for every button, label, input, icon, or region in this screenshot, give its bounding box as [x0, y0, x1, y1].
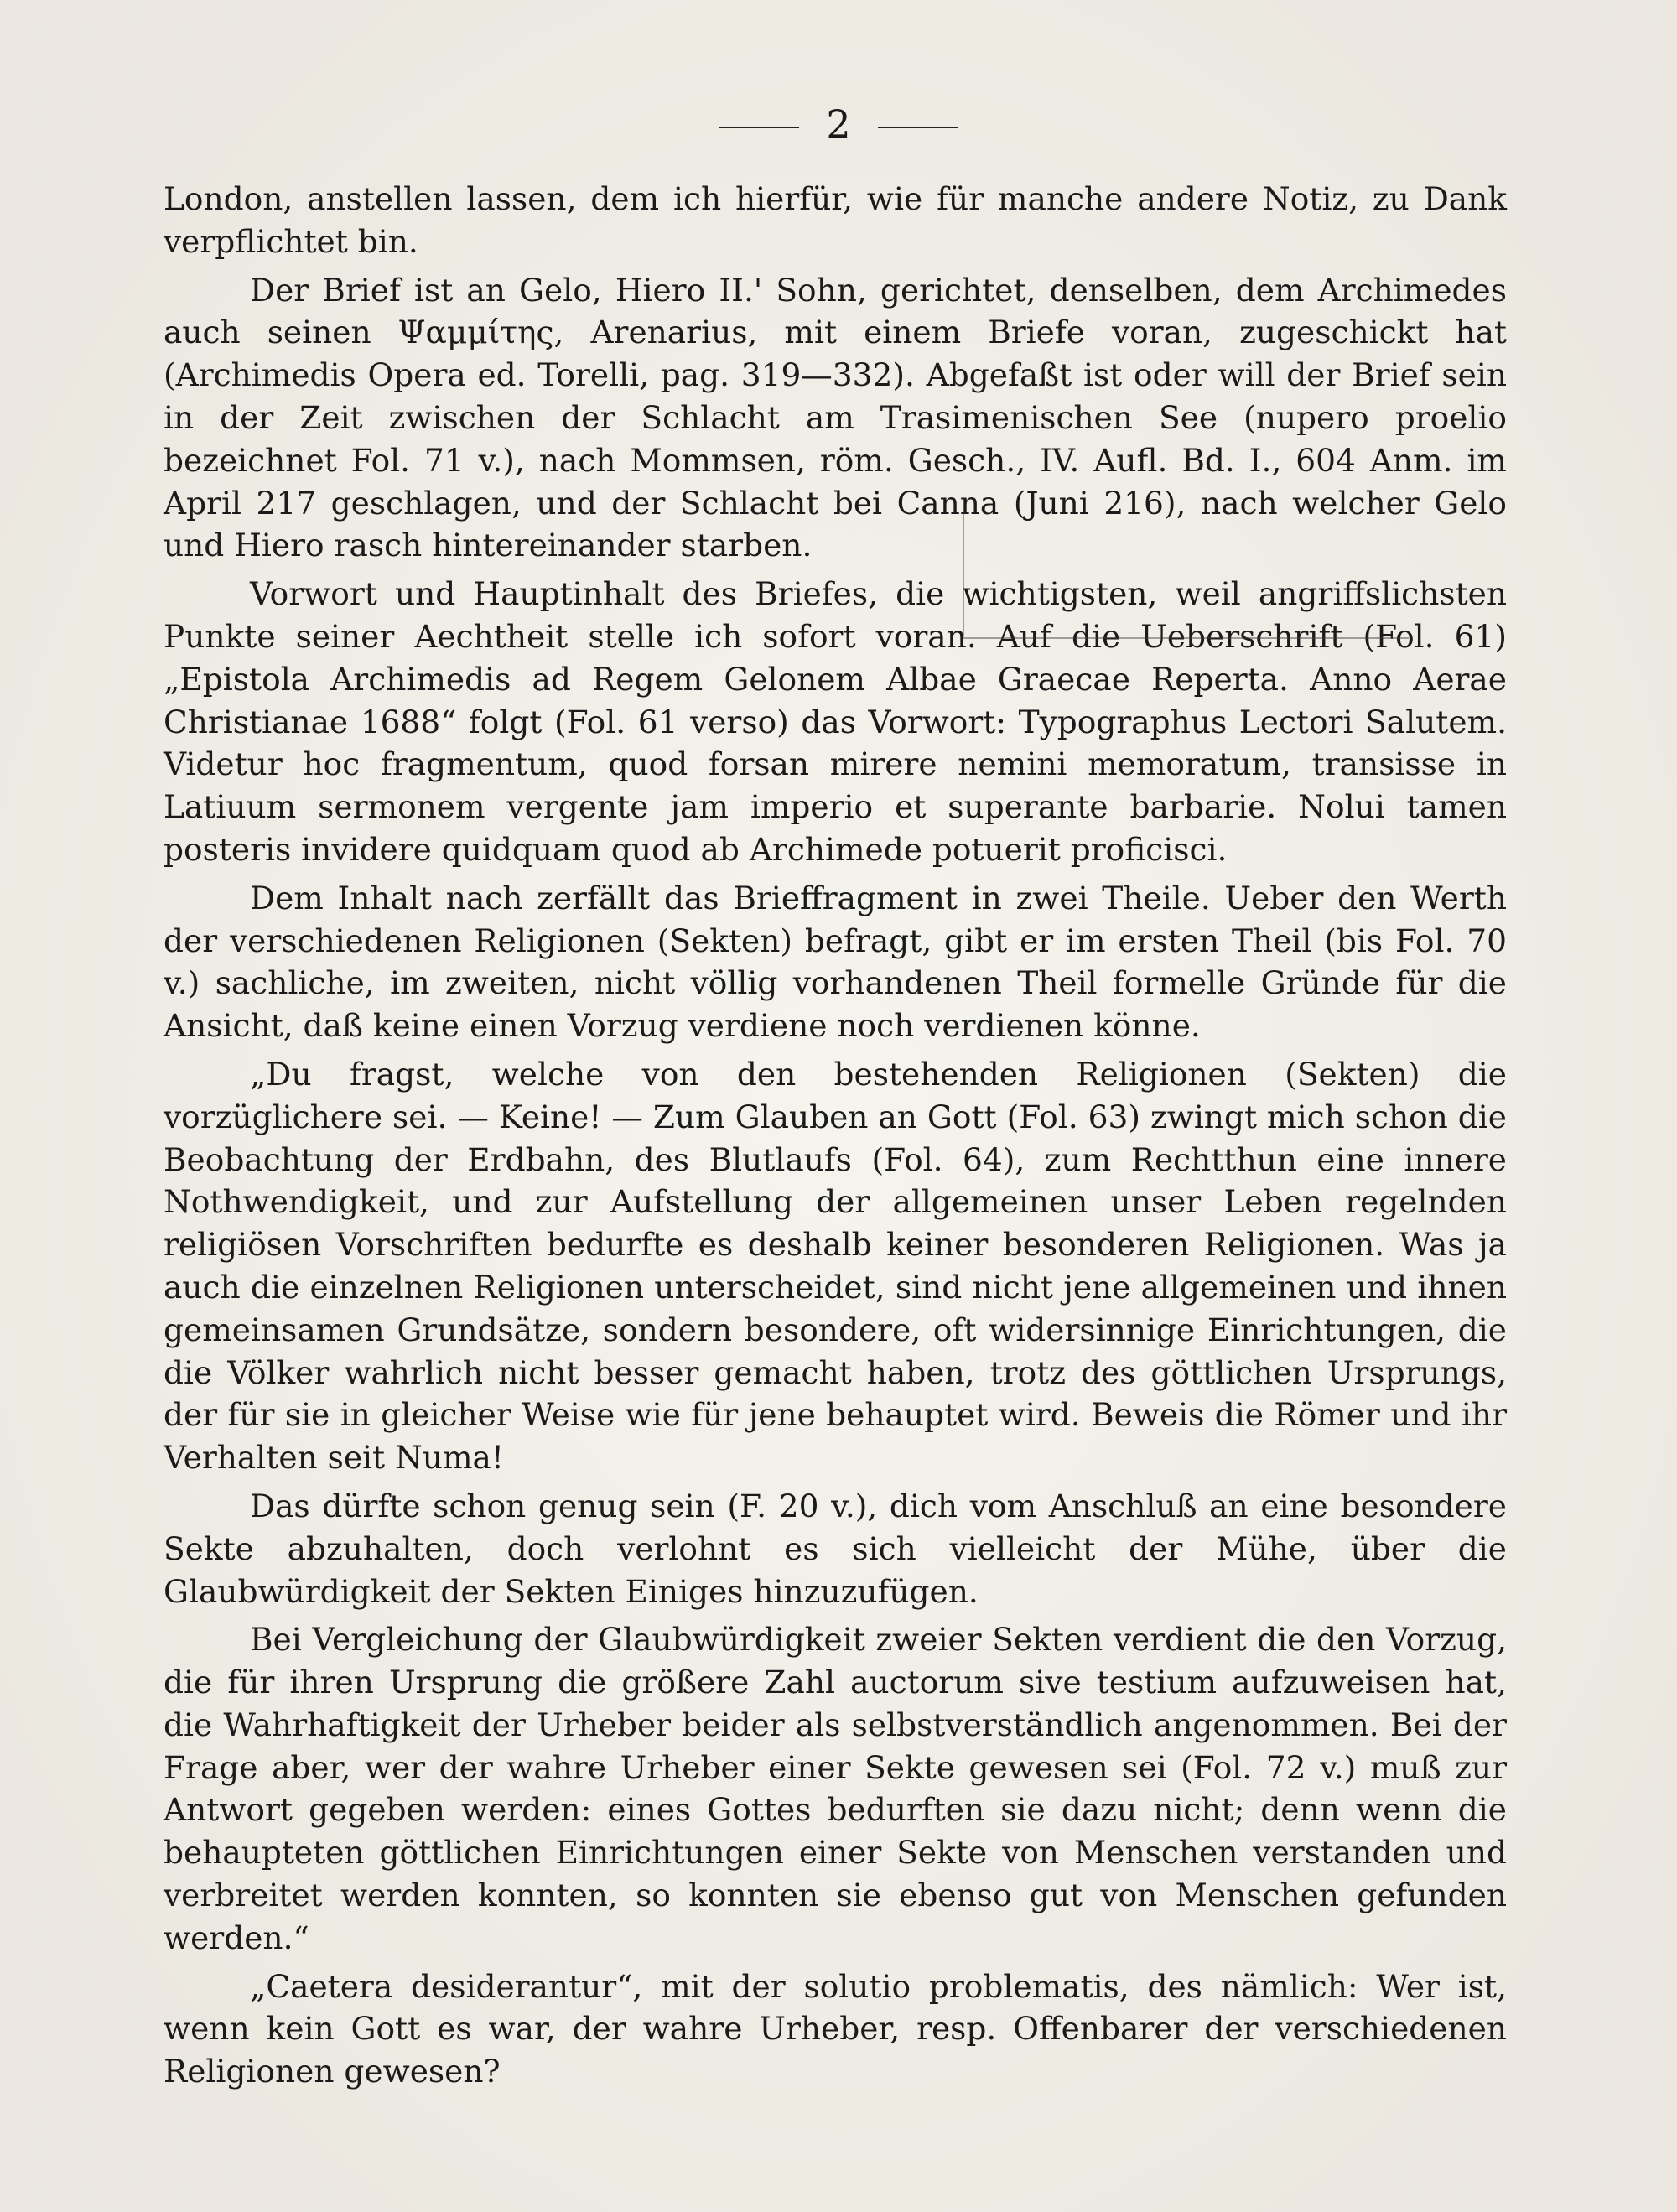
- paragraph-4: Dem Inhalt nach zerfällt das Brieffragment in zwei Theile. Ueber den Werth der verschiedenen Religionen (Sekten) befragt, gibt er im ersten Theil (bis Fol. 70 v.) sachliche, im zweiten, nicht völlig vorhandenen Theil formelle Gründe für die Ansicht, daß keine einen Vorzug verdiene noch verdienen könne.: [164, 879, 1507, 1045]
- header-rule-right: [878, 127, 958, 128]
- page-number: 2: [826, 101, 851, 147]
- paragraph-7: Bei Vergleichung der Glaubwürdigkeit zweier Sekten verdient die den Vorzug, die für ihren Ursprung die größere Zahl auctorum sive testium aufzuweisen hat, die Wahrhaftigkeit der Urheber beider als selbstverständlich angenommen. Bei der Frage aber, wer der wahre Urheber einer Sekte gewesen sei (Fol. 72 v.) muß zur Antwort gegeben werden: eines Gottes bedurften sie dazu nicht; denn wenn die behaupteten göttlichen Einrichtungen einer Sekte von Menschen verstanden und verbreitet werden konnten, so konnten sie ebenso gut von Menschen gefunden werden.“: [164, 1621, 1507, 1956]
- paragraph-3: Vorwort und Hauptinhalt des Briefes, die wichtigsten, weil angriffslichsten Punkte seiner Aechtheit stelle ich sofort voran. Auf die Ueberschrift (Fol. 61) „Epistola Archimedis ad Regem Gelonem Albae Graecae Reperta. Anno Aerae Christianae 1688“ folgt (Fol. 61 verso) das Vorwort: Typographus Lectori Salutem. Videtur hoc fragmentum, quod forsan mirere nemini memoratum, transisse in Latiuum sermonem vergente jam imperio et superante barbarie. Nolui tamen posteris invidere quidquam quod ab Archimede potuerit proficisci.: [164, 575, 1507, 868]
- paragraph-1: London, anstellen lassen, dem ich hierfür, wie für manche andere Notiz, zu Dank verpflichtet bin.: [164, 180, 1507, 260]
- paragraph-2: Der Brief ist an Gelo, Hiero II.' Sohn, gerichtet, denselben, dem Archimedes auch seinen Ψαμμίτης, Arenarius, mit einem Briefe voran, zugeschickt hat (Archimedis Opera ed. Torelli, pag. 319—332). Abgefaßt ist oder will der Brief sein in der Zeit zwischen der Schlacht am Trasimenischen See (nupero proelio bezeichnet Fol. 71 v.), nach Mommsen, röm. Gesch., IV. Aufl. Bd. I., 604 Anm. im April 217 geschlagen, und der Schlacht bei Canna (Juni 216), nach welcher Gelo und Hiero rasch hintereinander starben.: [164, 271, 1507, 564]
- paragraph-6: Das dürfte schon genug sein (F. 20 v.), dich vom Anschluß an eine besondere Sekte abzuhalten, doch verlohnt es sich vielleicht der Mühe, über die Glaubwürdigkeit der Sekten Einiges hinzuzufügen.: [164, 1487, 1507, 1610]
- page-header: [0, 99, 1677, 149]
- paragraph-5: „Du fragst, welche von den bestehenden Religionen (Sekten) die vorzüglichere sei. — Keine! — Zum Glauben an Gott (Fol. 63) zwingt mich schon die Beobachtung der Erdbahn, des Blutlaufs (Fol. 64), zum Rechtthun eine innere Nothwendigkeit, und zur Aufstellung der allgemeinen unser Leben regelnden religiösen Vorschriften bedurfte es deshalb keiner besonderen Religionen. Was ja auch die einzelnen Religionen unterscheidet, sind nicht jene allgemeinen und ihnen gemeinsamen Grundsätze, sondern besondere, oft widersinnige Einrichtungen, die die Völker wahrlich nicht besser gemacht haben, trotz des göttlichen Ursprungs, der für sie in gleicher Weise wie für jene behauptet wird. Beweis die Römer und ihr Verhalten seit Numa!: [164, 1055, 1507, 1477]
- body-text: [164, 178, 1507, 2099]
- scan-artifact-bracket: [963, 511, 1409, 639]
- paragraph-8: „Caetera desiderantur“, mit der solutio problematis, des nämlich: Wer ist, wenn kein Gott es war, der wahre Urheber, resp. Offenbarer der verschiedenen Religionen gewesen?: [164, 1967, 1507, 2090]
- header-rule-left: [719, 127, 799, 128]
